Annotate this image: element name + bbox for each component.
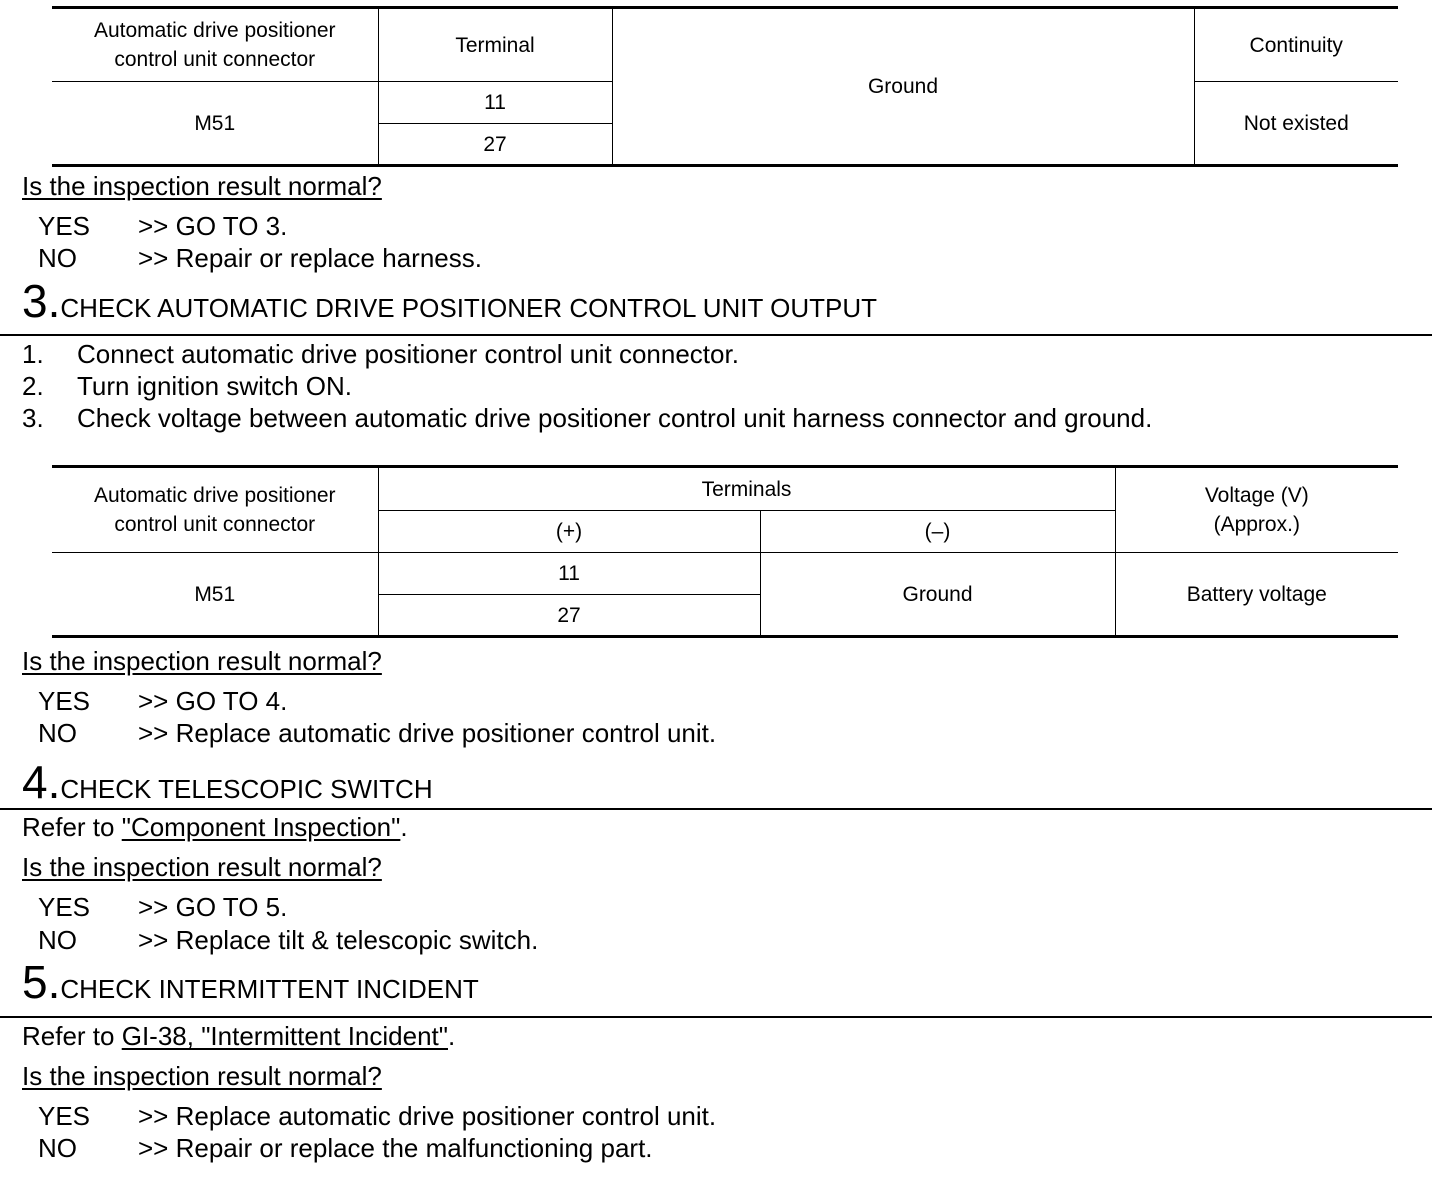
header-connector: Automatic drive positioner control unit connector — [52, 8, 378, 82]
refer-suffix: . — [448, 1021, 456, 1051]
yes-action: >> GO TO 5. — [138, 892, 288, 922]
list-number: 3. — [22, 403, 44, 433]
yes-label: YES — [38, 892, 91, 922]
step-4-heading — [22, 756, 433, 809]
no-action: >> Repair or replace harness. — [138, 243, 482, 273]
step-title: CHECK TELESCOPIC SWITCH — [60, 774, 433, 804]
terminal-cell: 11 — [378, 553, 760, 595]
yes-label: YES — [38, 686, 91, 716]
header-voltage: Voltage (V) (Approx.) — [1115, 467, 1398, 553]
step-number: 5. — [22, 956, 61, 1008]
divider — [0, 1016, 1432, 1018]
header-connector: Automatic drive positioner control unit connector — [52, 467, 378, 553]
header-continuity: Continuity — [1194, 8, 1398, 82]
list-item: Turn ignition switch ON. — [77, 371, 353, 401]
voltage-table — [52, 465, 1398, 638]
header-ground: Ground — [612, 8, 1194, 166]
refer-prefix: Refer to — [22, 1021, 122, 1051]
divider — [0, 334, 1432, 336]
yes-action: >> Replace automatic drive positioner control unit. — [138, 1101, 717, 1131]
refer-line — [22, 812, 408, 842]
yes-action: >> GO TO 4. — [138, 686, 288, 716]
header-terminals: Terminals — [378, 467, 1115, 511]
no-action: >> Repair or replace the malfunctioning part. — [138, 1133, 653, 1163]
header-minus: (–) — [760, 511, 1115, 553]
refer-prefix: Refer to — [22, 812, 122, 842]
intermittent-incident-link[interactable]: GI-38, "Intermittent Incident" — [121, 1021, 448, 1051]
inspection-question: Is the inspection result normal? — [22, 1061, 382, 1091]
header-plus: (+) — [378, 511, 760, 553]
step-title: CHECK INTERMITTENT INCIDENT — [60, 974, 479, 1004]
refer-line — [22, 1021, 455, 1051]
no-action: >> Replace automatic drive positioner control unit. — [138, 718, 717, 748]
list-item: Check voltage between automatic drive positioner control unit harness connector and ground. — [77, 403, 1153, 433]
no-label: NO — [38, 718, 77, 748]
step-title: CHECK AUTOMATIC DRIVE POSITIONER CONTROL UNIT OUTPUT — [60, 293, 878, 323]
list-item: Connect automatic drive positioner control unit connector. — [77, 339, 739, 369]
step-number: 4. — [22, 756, 61, 808]
yes-label: YES — [38, 211, 91, 241]
no-label: NO — [38, 925, 77, 955]
continuity-table — [52, 6, 1398, 167]
terminal-cell: 27 — [378, 595, 760, 637]
yes-action: >> GO TO 3. — [138, 211, 288, 241]
no-label: NO — [38, 243, 77, 273]
inspection-question: Is the inspection result normal? — [22, 852, 382, 882]
step-number: 3. — [22, 275, 61, 327]
step-3-heading — [22, 275, 878, 328]
connector-cell: M51 — [52, 82, 378, 166]
header-terminal: Terminal — [378, 8, 612, 82]
list-number: 1. — [22, 339, 44, 369]
no-label: NO — [38, 1133, 77, 1163]
no-action: >> Replace tilt & telescopic switch. — [138, 925, 539, 955]
terminal-cell: 11 — [378, 82, 612, 124]
step-5-heading — [22, 956, 479, 1009]
list-number: 2. — [22, 371, 44, 401]
refer-suffix: . — [400, 812, 408, 842]
connector-cell: M51 — [52, 553, 378, 637]
yes-label: YES — [38, 1101, 91, 1131]
inspection-question: Is the inspection result normal? — [22, 171, 382, 201]
divider — [0, 808, 1432, 810]
continuity-cell: Not existed — [1194, 82, 1398, 166]
inspection-question: Is the inspection result normal? — [22, 646, 382, 676]
terminal-cell: 27 — [378, 124, 612, 166]
component-inspection-link[interactable]: "Component Inspection" — [121, 812, 401, 842]
voltage-cell: Battery voltage — [1115, 553, 1398, 637]
minus-cell: Ground — [760, 553, 1115, 637]
